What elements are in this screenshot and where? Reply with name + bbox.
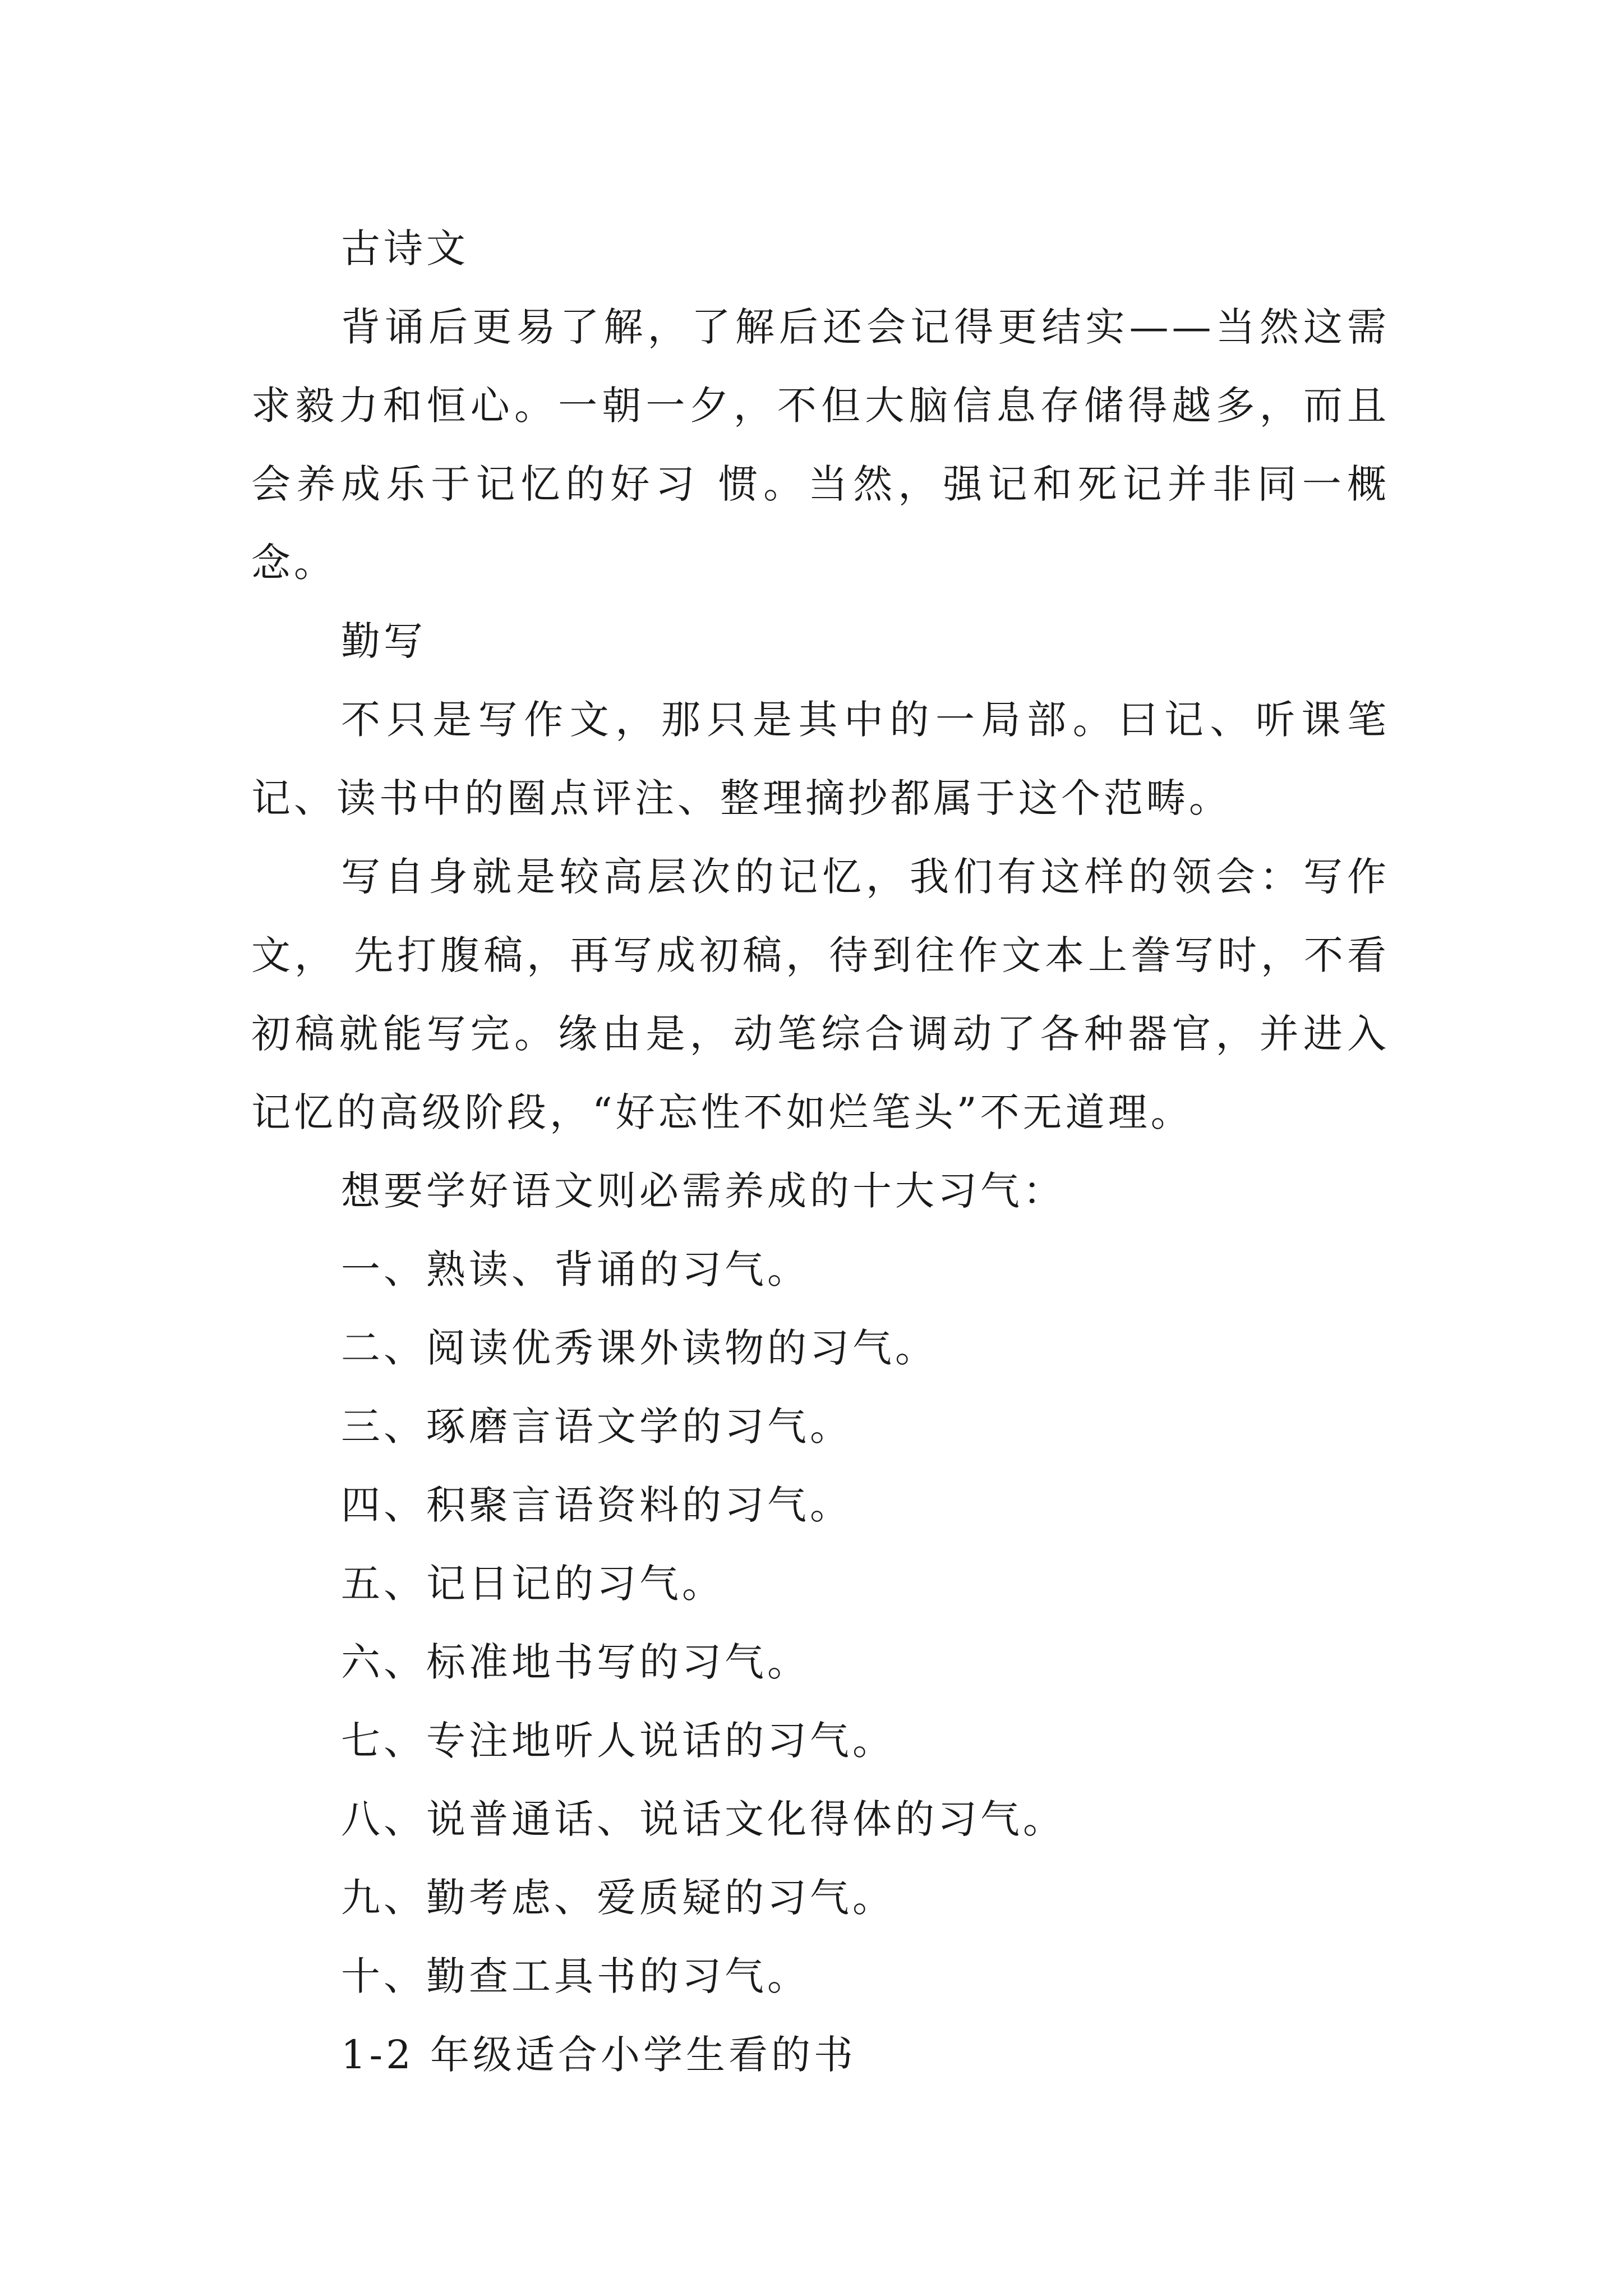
paragraph-recitation: 背诵后更易了解，了解后还会记得更结实——当然这需求毅力和恒心。一朝一夕，不但大脑信息存储得越多，而且会养成乐于记忆的好习 惯。当然，强记和死记并非同一概念。 bbox=[251, 304, 1390, 586]
paragraph-ten-habits-intro: 想要学好语文则必需养成的十大习气： bbox=[341, 1168, 1066, 1214]
list-item-habit-4: 四、积聚言语资料的习气。 bbox=[341, 1482, 852, 1528]
list-item-habit-5: 五、记日记的习气。 bbox=[341, 1561, 725, 1607]
list-item-habit-2: 二、阅读优秀课外读物的习气。 bbox=[341, 1325, 938, 1371]
list-item-habit-8: 八、说普通话、说话文化得体的习气。 bbox=[341, 1796, 1066, 1842]
paragraph-books-grade-1-2: 1-2 年级适合小学生看的书 bbox=[341, 2032, 856, 2078]
paragraph-writing-memory: 写自身就是较高层次的记忆，我们有这样的领会：写作文， 先打腹稿，再写成初稿，待到往作文本上誊写时，不看初稿就能写完。缘由是，动笔综合调动了各种器官，并进入记忆的高级阶段，“好忘性不如烂笔头”不无道理。 bbox=[251, 854, 1390, 1135]
document-body bbox=[251, 209, 1390, 2094]
heading-ancient-poetry: 古诗文 bbox=[341, 226, 469, 272]
list-item-habit-7: 七、专注地听人说话的习气。 bbox=[341, 1718, 895, 1764]
list-item-habit-9: 九、勤考虑、爱质疑的习气。 bbox=[341, 1875, 895, 1921]
paragraph-writing-scope: 不只是写作文，那只是其中的一局部。曰记、听课笔记、读书中的圈点评注、整理摘抄都属于这个范畴。 bbox=[251, 697, 1390, 821]
list-item-habit-10: 十、勤查工具书的习气。 bbox=[341, 1953, 810, 1999]
list-item-habit-3: 三、琢磨言语文学的习气。 bbox=[341, 1404, 852, 1450]
heading-diligent-writing: 勤写 bbox=[341, 618, 426, 664]
list-item-habit-1: 一、熟读、背诵的习气。 bbox=[341, 1246, 810, 1292]
list-item-habit-6: 六、标准地书写的习气。 bbox=[341, 1639, 810, 1685]
